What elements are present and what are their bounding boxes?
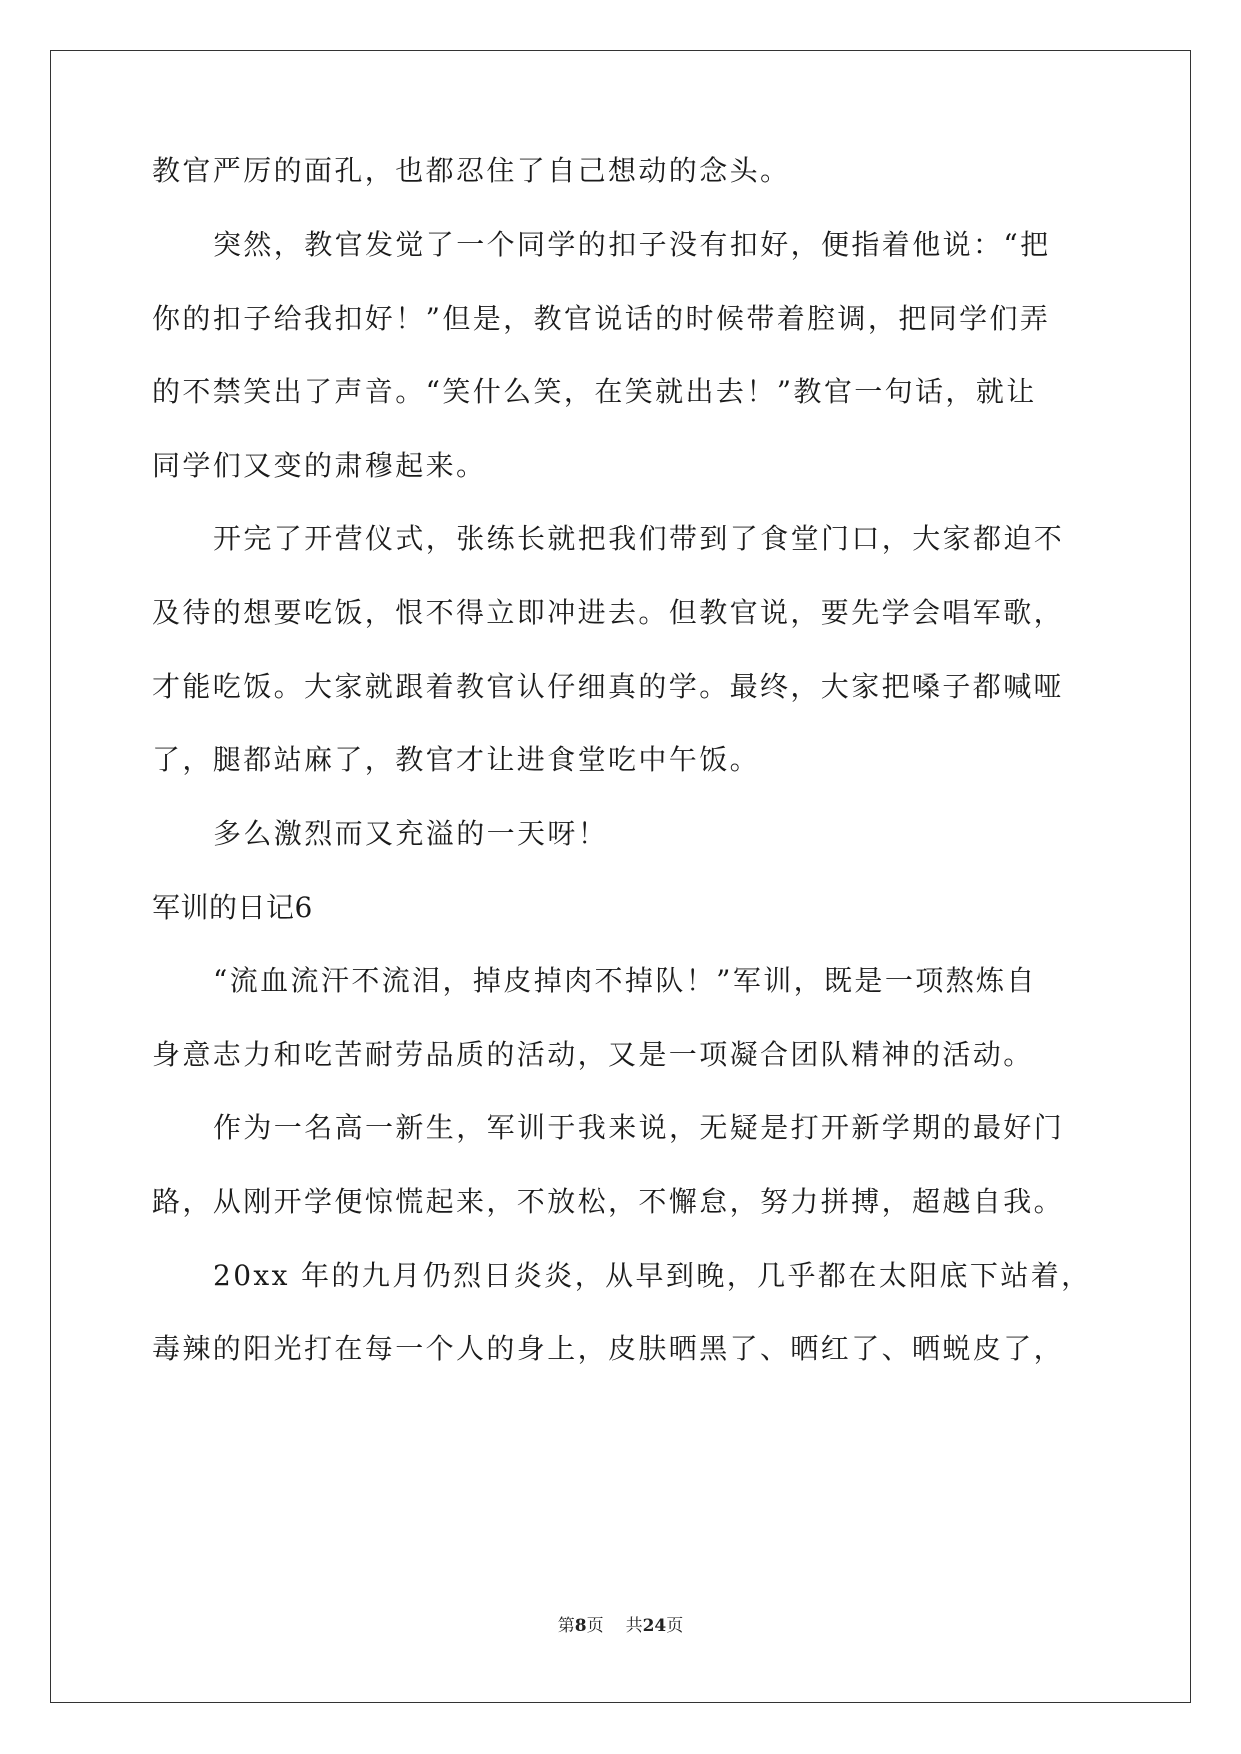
text-line: 突然，教官发觉了一个同学的扣子没有扣好，便指着他说：“把 [213,228,1051,261]
text-line: 作为一名高一新生，军训于我来说，无疑是打开新学期的最好门 [213,1111,1065,1144]
text-line: 身意志力和吃苦耐劳品质的活动，又是一项凝合团队精神的活动。 [152,1038,1034,1071]
page-total: 24 [642,1616,667,1636]
page-prefix: 第 [557,1616,575,1636]
text-line: 及待的想要吃饭，恨不得立即冲进去。但教官说，要先学会唱军歌， [152,596,1065,629]
text-line: 了，腿都站麻了，教官才让进食堂吃中午饭。 [152,743,761,776]
text-line: 多么激烈而又充溢的一天呀！ [213,817,609,850]
page-current: 8 [574,1616,587,1636]
total-suffix: 页 [666,1616,684,1636]
text-line: 的不禁笑出了声音。“笑什么笑，在笑就出去！”教官一句话，就让 [152,375,1037,408]
text-line: 才能吃饭。大家就跟着教官认仔细真的学。最终，大家把嗓子都喊哑 [152,670,1065,703]
text-line: “流血流汗不流泪，掉皮掉肉不掉队！”军训，既是一项熬炼自 [213,964,1037,997]
text-line: 同学们又变的肃穆起来。 [152,449,487,482]
text-line: 教官严厉的面孔，也都忍住了自己想动的念头。 [152,154,791,187]
text-line: 20xx 年的九月仍烈日炎炎，从早到晚，几乎都在太阳底下站着， [213,1259,1092,1292]
text-line: 路，从刚开学便惊慌起来，不放松，不懈怠，努力拼搏，超越自我。 [152,1185,1065,1218]
total-prefix: 共 [625,1616,643,1636]
text-line: 开完了开营仪式，张练长就把我们带到了食堂门口，大家都迫不 [213,522,1065,555]
text-line: 毒辣的阳光打在每一个人的身上，皮肤晒黑了、晒红了、晒蜕皮了， [152,1332,1065,1365]
page-suffix: 页 [586,1616,604,1636]
page-footer [0,1614,1241,1638]
text-line: 你的扣子给我扣好！”但是，教官说话的时候带着腔调，把同学们弄 [152,302,1051,335]
page-border [50,50,1191,1703]
section-heading: 军训的日记6 [152,891,313,924]
